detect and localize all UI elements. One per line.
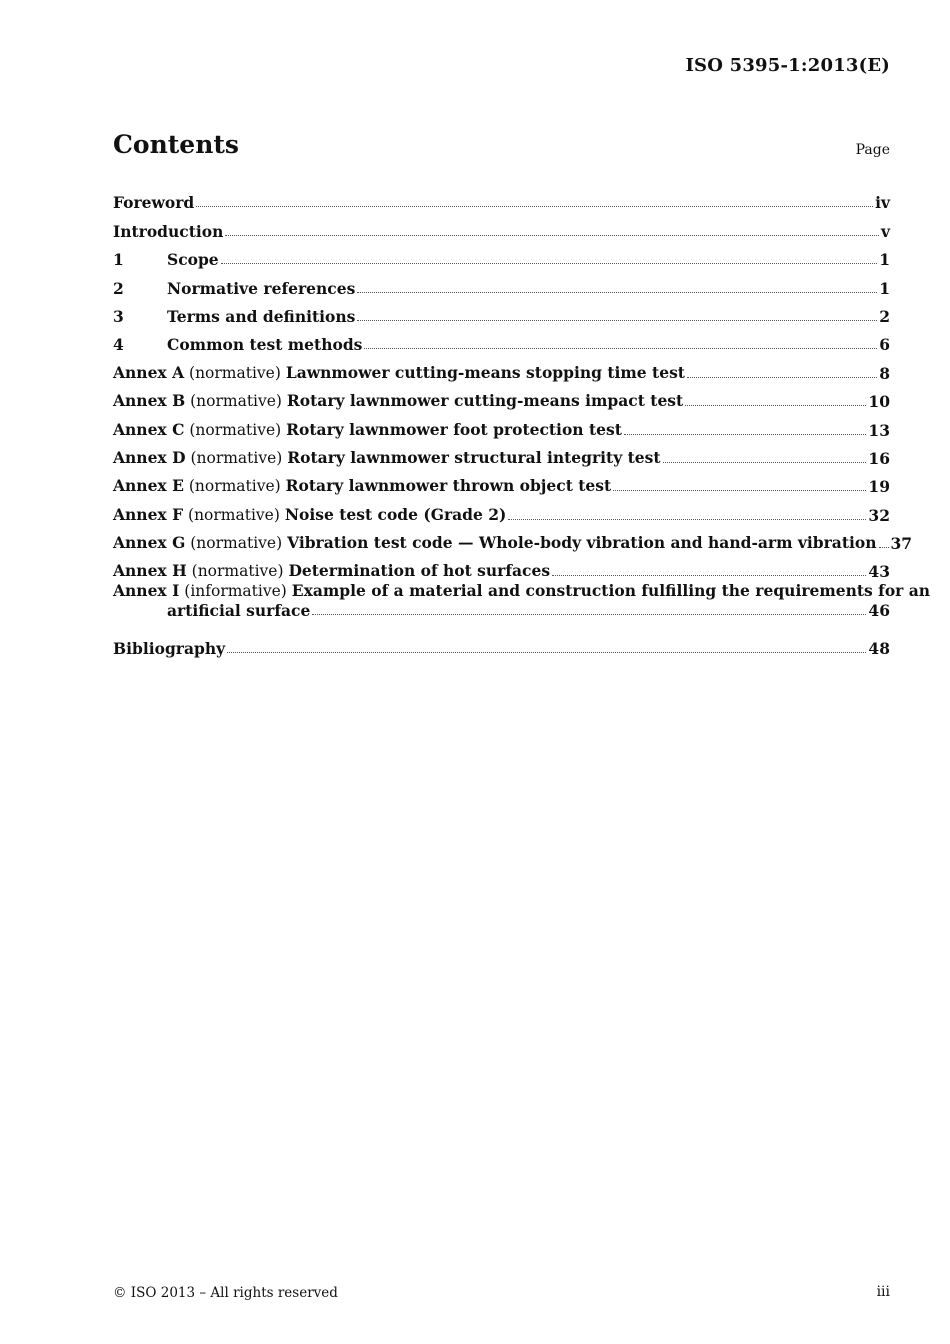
toc-entry-label: Foreword <box>113 193 195 213</box>
annex-prefix: Annex G <box>113 533 186 553</box>
dot-leader <box>364 348 877 349</box>
toc-entry-page: iv <box>875 193 890 213</box>
toc-entry-page: 37 <box>890 534 913 554</box>
toc-entry-terms-and-definitions[interactable] <box>113 298 890 326</box>
toc-entry-label: Rotary lawnmower cutting-means impact test <box>286 391 684 411</box>
toc-entry-page: 1 <box>879 250 890 270</box>
toc-entry-annex-g[interactable] <box>113 525 913 554</box>
toc-entry-page: 6 <box>879 335 890 355</box>
toc-entry-page: 48 <box>868 638 890 658</box>
dot-leader <box>879 547 889 548</box>
toc-entry-label: Lawnmower cutting-means stopping time test <box>285 362 685 382</box>
toc-entry-common-test-methods[interactable] <box>113 326 890 354</box>
dot-leader <box>221 263 878 264</box>
contents-title: Contents <box>113 130 240 159</box>
dot-leader <box>357 292 877 293</box>
toc-entry-annex-a[interactable] <box>113 354 890 382</box>
toc-entry-page: 2 <box>879 306 890 326</box>
dot-leader <box>624 434 867 435</box>
annex-prefix: Annex C <box>113 419 185 439</box>
toc-entry-label: Normative references <box>167 278 356 298</box>
toc-entry-normative-references[interactable] <box>113 269 890 297</box>
toc-entry-page: v <box>880 221 890 241</box>
annex-prefix: Annex D <box>113 447 186 467</box>
dot-leader <box>227 652 866 653</box>
toc-entry-annex-i[interactable] <box>113 581 931 629</box>
annex-type: (normative) <box>189 420 282 439</box>
document-code: ISO 5395-1:2013(E) <box>685 55 890 76</box>
toc-entry-label-continued: artificial surface <box>167 601 311 621</box>
annex-type: (normative) <box>191 562 284 581</box>
toc-entry-annex-e[interactable] <box>113 468 890 496</box>
dot-leader <box>613 490 866 491</box>
toc-entry-number: 4 <box>113 335 124 355</box>
toc-entry-number: 2 <box>113 278 124 298</box>
toc-entry-label: Rotary lawnmower thrown object test <box>285 476 612 496</box>
annex-prefix: Annex H <box>113 561 187 581</box>
toc-entry-label: Noise test code (Grade 2) <box>284 504 507 524</box>
toc-entry-annex-h[interactable] <box>113 553 890 581</box>
toc-entry-page: 16 <box>868 448 890 468</box>
annex-prefix: Annex A <box>113 362 185 382</box>
toc-entry-label: Scope <box>167 250 219 270</box>
toc-entry-number: 1 <box>113 250 124 270</box>
dot-leader <box>196 206 873 207</box>
toc-entry-page: 8 <box>879 363 890 383</box>
toc-entry-label: Bibliography <box>113 638 226 658</box>
dot-leader <box>552 575 866 576</box>
annex-prefix: Annex B <box>113 391 186 411</box>
toc-entry-number: 3 <box>113 306 124 326</box>
annex-type: (normative) <box>188 505 280 524</box>
toc-entry-page: 43 <box>868 562 890 582</box>
toc-entry-label: Terms and definitions <box>167 306 356 326</box>
toc-entry-page: 10 <box>868 392 890 412</box>
toc-entry-label: Common test methods <box>167 335 363 355</box>
toc-entry-foreword[interactable] <box>113 184 890 212</box>
toc-entry-annex-c[interactable] <box>113 411 890 439</box>
dot-leader <box>357 320 877 321</box>
toc-entry-label: Rotary lawnmower foot protection test <box>286 419 622 439</box>
toc-entry-label: Introduction <box>113 221 224 241</box>
annex-prefix: Annex F <box>113 504 184 524</box>
annex-prefix: Annex I <box>113 581 180 601</box>
toc-entry-bibliography[interactable] <box>113 629 890 657</box>
dot-leader <box>225 235 879 236</box>
toc-entry-annex-f[interactable] <box>113 496 890 524</box>
annex-prefix: Annex E <box>113 476 184 496</box>
annex-type: (normative) <box>188 477 281 496</box>
toc-entry-label: Example of a material and construction fulfilling the requirements for an <box>291 581 931 601</box>
page-number: iii <box>876 1284 890 1300</box>
toc-entry-page: 46 <box>868 601 890 621</box>
dot-leader <box>687 377 877 378</box>
dot-leader <box>312 614 866 615</box>
annex-type: (normative) <box>189 363 281 382</box>
toc-entry-label: Vibration test code — Whole-body vibration and hand-arm vibration <box>287 533 877 553</box>
toc-entry-annex-d[interactable] <box>113 440 890 468</box>
table-of-contents <box>113 184 931 658</box>
page-column-label: Page <box>855 142 890 158</box>
toc-entry-scope[interactable] <box>113 241 890 269</box>
dot-leader <box>508 519 866 520</box>
toc-entry-label: Determination of hot surfaces <box>288 561 551 581</box>
toc-entry-page: 19 <box>868 477 890 497</box>
annex-type: (normative) <box>190 392 282 411</box>
toc-entry-introduction[interactable] <box>113 212 890 240</box>
toc-entry-label: Rotary lawnmower structural integrity test <box>287 447 661 467</box>
toc-entry-page: 1 <box>879 278 890 298</box>
annex-type: (normative) <box>190 448 283 467</box>
dot-leader <box>685 405 866 406</box>
toc-entry-annex-b[interactable] <box>113 383 890 411</box>
copyright-notice: © ISO 2013 – All rights reserved <box>113 1285 338 1301</box>
dot-leader <box>663 462 867 463</box>
annex-type: (informative) <box>184 582 287 601</box>
toc-entry-page: 32 <box>868 505 890 525</box>
annex-type: (normative) <box>190 534 283 553</box>
toc-entry-page: 13 <box>868 420 890 440</box>
